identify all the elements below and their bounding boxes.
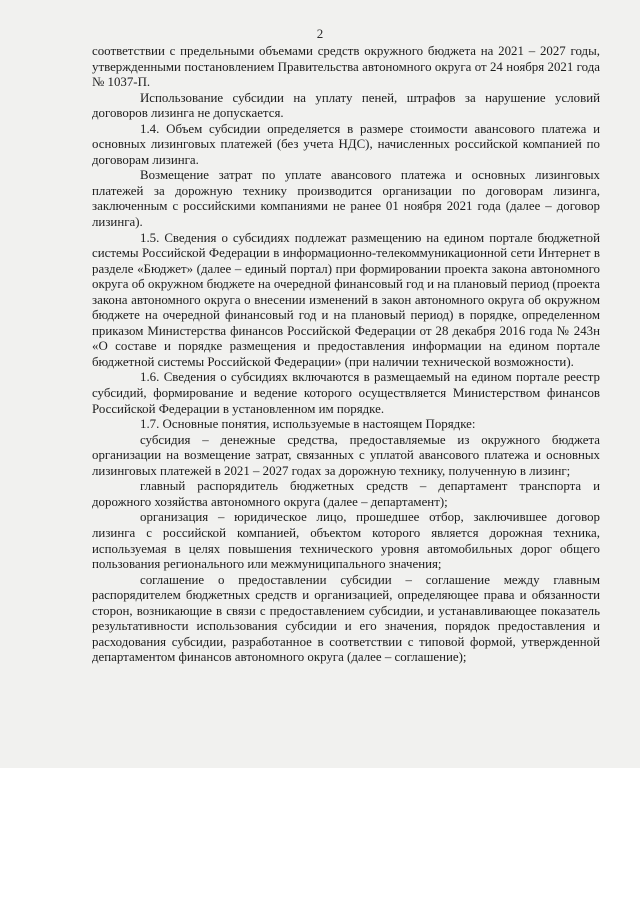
paragraph-1: соответствии с предельными объемами средств окружного бюджета на 2021 – 2027 годы, утвержденными постановлением Правительства автономного округа от 24 ноября 2021 года № 1037-П. [92,44,600,90]
page-number: 2 [316,26,324,41]
paragraph-7: 1.7. Основные понятия, используемые в настоящем Порядке: [140,417,476,432]
paragraph-9: главный распорядитель бюджетных средств – департамент транспорта и дорожного хозяйства автономного округа (далее – департамент); [92,479,600,509]
paragraph-5: 1.5. Сведения о субсидиях подлежат размещению на едином портале бюджетной системы Российской Федерации в информационно-телекоммуникационной сети Интернет в разделе «Бюджет» (далее – единый портал) при формировании проекта закона автономного округа об окружном бюджете на очередной финансовый год и на плановый период (проекта закона автономного округа о внесении изменений в закон автономного округа об окружном бюджете на очередной финансовый год и на плановый период) в порядке, определенном приказом Министерства финансов Российской Федерации от 28 декабря 2016 года № 243н «О составе и порядке размещения и предоставления информации на едином портале бюджетной системы Российской Федерации» (при наличии технической возможности). [92,230,600,369]
paragraph-4: Возмещение затрат по уплате авансового платежа и основных лизинговых платежей за дорожную технику производится организации по договорам лизинга, заключенным с российскими компаниями не ранее 01 ноября 2021 года (далее – договор лизинга). [92,168,600,230]
paragraph-6: 1.6. Сведения о субсидиях включаются в размещаемый на едином портале реестр субсидий, формирование и ведение которого осуществляется Министерством финансов Российской Федерации в установленном им порядке. [92,370,600,416]
paragraph-11: соглашение о предоставлении субсидии – соглашение между главным распорядителем бюджетных средств и организацией, определяющее права и обязанности сторон, возникающие в связи с предоставлением субсидии, и устанавливающее показатель результативности использования субсидии и его значения, порядок предоставления и расходования субсидии, разработанное в соответствии с типовой формой, утвержденной департаментом финансов автономного округа (далее – соглашение); [92,572,600,665]
paragraph-8: субсидия – денежные средства, предоставляемые из окружного бюджета организации на возмещение затрат, связанных с уплатой авансового платежа и основных лизинговых платежей в 2021 – 2027 годах за дорожную технику, полученную в лизинг; [92,432,600,478]
paragraph-2: Использование субсидии на уплату пеней, штрафов за нарушение условий договоров лизинга не допускается. [92,90,600,121]
blank-area [0,768,640,905]
paragraph-10: организация – юридическое лицо, прошедшее отбор, заключившее договор лизинга с российской компанией, объектом которого является дорожная техника, используемая в целях повышения технического уровня автомобильных дорог общего пользования регионального или межмуниципального значения; [92,510,600,572]
document-body [92,44,600,666]
paragraph-3: 1.4. Объем субсидии определяется в размере стоимости авансового платежа и основных лизинговых платежей (без учета НДС), начисленных российской компанией по договорам лизинга. [92,121,600,167]
